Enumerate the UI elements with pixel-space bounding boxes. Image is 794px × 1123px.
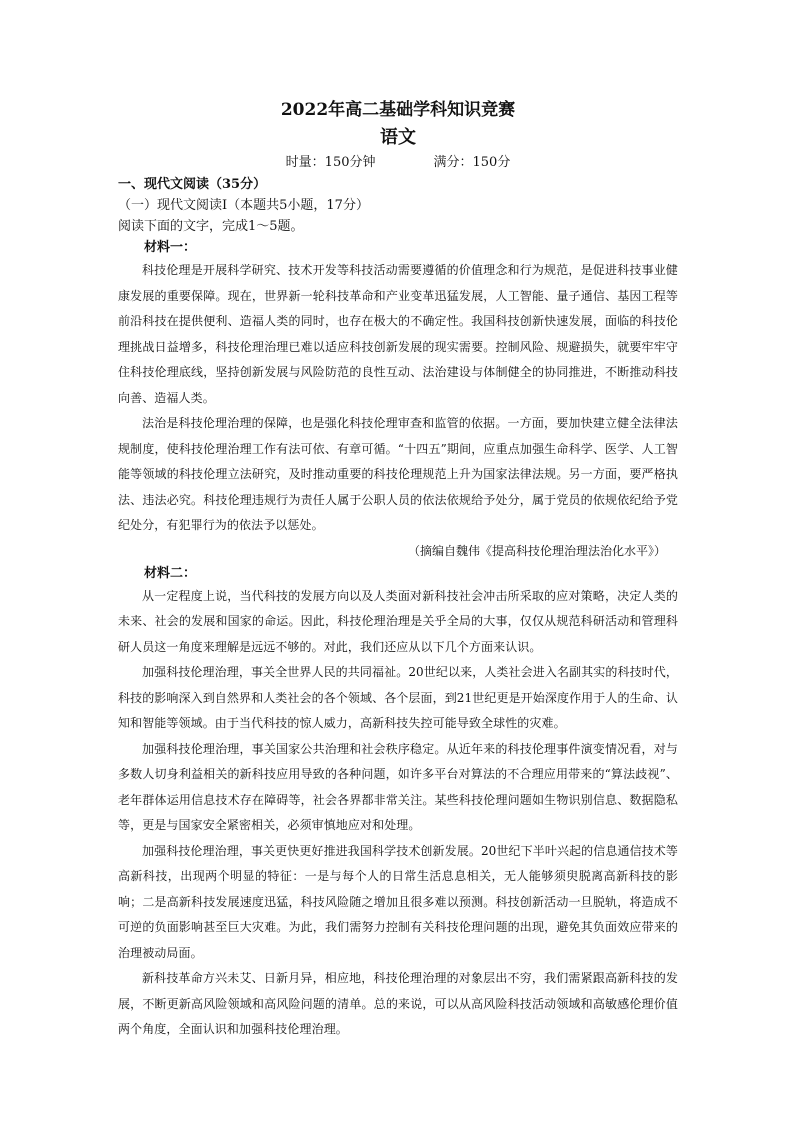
exam-page	[118, 98, 678, 1043]
reading-instruction: 阅读下面的文字，完成1～5题。	[118, 219, 304, 234]
time-limit: 时量：150分钟	[285, 155, 376, 170]
subsection-heading: （一）现代文阅读Ⅰ（本题共5小题，17分）	[118, 198, 369, 213]
exam-title: 2022年高二基础学科知识竞赛	[280, 100, 516, 120]
exam-meta	[118, 152, 678, 174]
section-heading: 一、现代文阅读（35分）	[118, 177, 267, 192]
material-two-paragraph: 加强科技伦理治理，事关国家公共治理和社会秩序稳定。从近年来的科技伦理事件演变情况看，对与多数人切身利益相关的新科技应用导致的各种问题，如许多平台对算法的不合理应用带来的“算法歧视”、老年群体运用信息技术存在障碍等，社会各界都非常关注。某些科技伦理问题如生物识别信息、数据隐私等，更是与国家安全紧密相关，必须审慎地应对和处理。	[118, 741, 678, 832]
material-two-paragraph: 加强科技伦理治理，事关全世界人民的共同福祉。20世纪以来，人类社会进入名副其实的科技时代，科技的影响深入到自然界和人类社会的各个领域、各个层面，到21世纪更是开始深度作用于人的生命、认知和智能等领域。由于当代科技的惊人威力，高新科技失控可能导致全球性的灾难。	[118, 665, 678, 730]
material-one-label: 材料一：	[144, 240, 197, 255]
material-two-paragraph: 从一定程度上说，当代科技的发展方向以及人类面对新科技社会冲击所采取的应对策略，决定人类的未来、社会的发展和国家的命运。因此，科技伦理治理是关乎全局的大事，仅仅从规范科研活动和管理科研人员这一角度来理解是远远不够的。对此，我们还应从以下几个方面来认识。	[118, 588, 678, 654]
material-one-paragraph: 法治是科技伦理治理的保障，也是强化科技伦理审查和监管的依据。一方面，要加快建立健全法律法规制度，使科技伦理治理工作有法可依、有章可循。“十四五”期间，应重点加强生命科学、医学、人工智能等领域的科技伦理立法研究，及时推动重要的科技伦理规范上升为国家法律法规。另一方面，要严格执法、违法必究。科技伦理违规行为责任人属于公职人员的依法依规给予处分，属于党员的依规依纪给予党纪处分，有犯罪行为的依法予以惩处。	[118, 416, 678, 532]
material-two-paragraph: 加强科技伦理治理，事关更快更好推进我国科学技术创新发展。20世纪下半叶兴起的信息通信技术等高新科技，出现两个明显的特征：一是与每个人的日常生活息息相关，无人能够须臾脱离高新科技的影响；二是高新科技发展速度迅猛，科技风险随之增加且很多难以预测。科技创新活动一旦脱轨，将造成不可逆的负面影响甚至巨大灾难。为此，我们需努力控制有关科技伦理问题的出现，避免其负面效应带来的治理被动局面。	[118, 843, 678, 960]
full-score: 满分：150分	[433, 155, 511, 170]
material-two-label: 材料二：	[144, 565, 197, 581]
material-one-paragraph: 科技伦理是开展科学研究、技术开发等科技活动需要遵循的价值理念和行为规范，是促进科技事业健康发展的重要保障。现在，世界新一轮科技革命和产业变革迅猛发展，人工智能、量子通信、基因工程等前沿科技在提供便利、造福人类的同时，也存在极大的不确定性。我国科技创新快速发展，面临的科技伦理挑战日益增多，科技伦理治理已难以适应科技创新发展的现实需要。控制风险、规避损失，就要牢牢守住科技伦理底线，坚持创新发展与风险防范的良性互动、法治建设与体制健全的协同推进，不断推动科技向善、造福人类。	[118, 263, 678, 405]
material-two-paragraph: 新科技革命方兴未艾、日新月异，相应地，科技伦理治理的对象层出不穷，我们需紧跟高新科技的发展，不断更新高风险领域和高风险问题的清单。总的来说，可以从高风险科技活动领域和高敏感伦理价值两个角度，全面认识和加强科技伦理治理。	[118, 971, 678, 1036]
subject-title: 语文	[380, 127, 416, 148]
material-one-source: （摘编自魏伟《提高科技伦理治理法治化水平》）	[407, 543, 666, 558]
